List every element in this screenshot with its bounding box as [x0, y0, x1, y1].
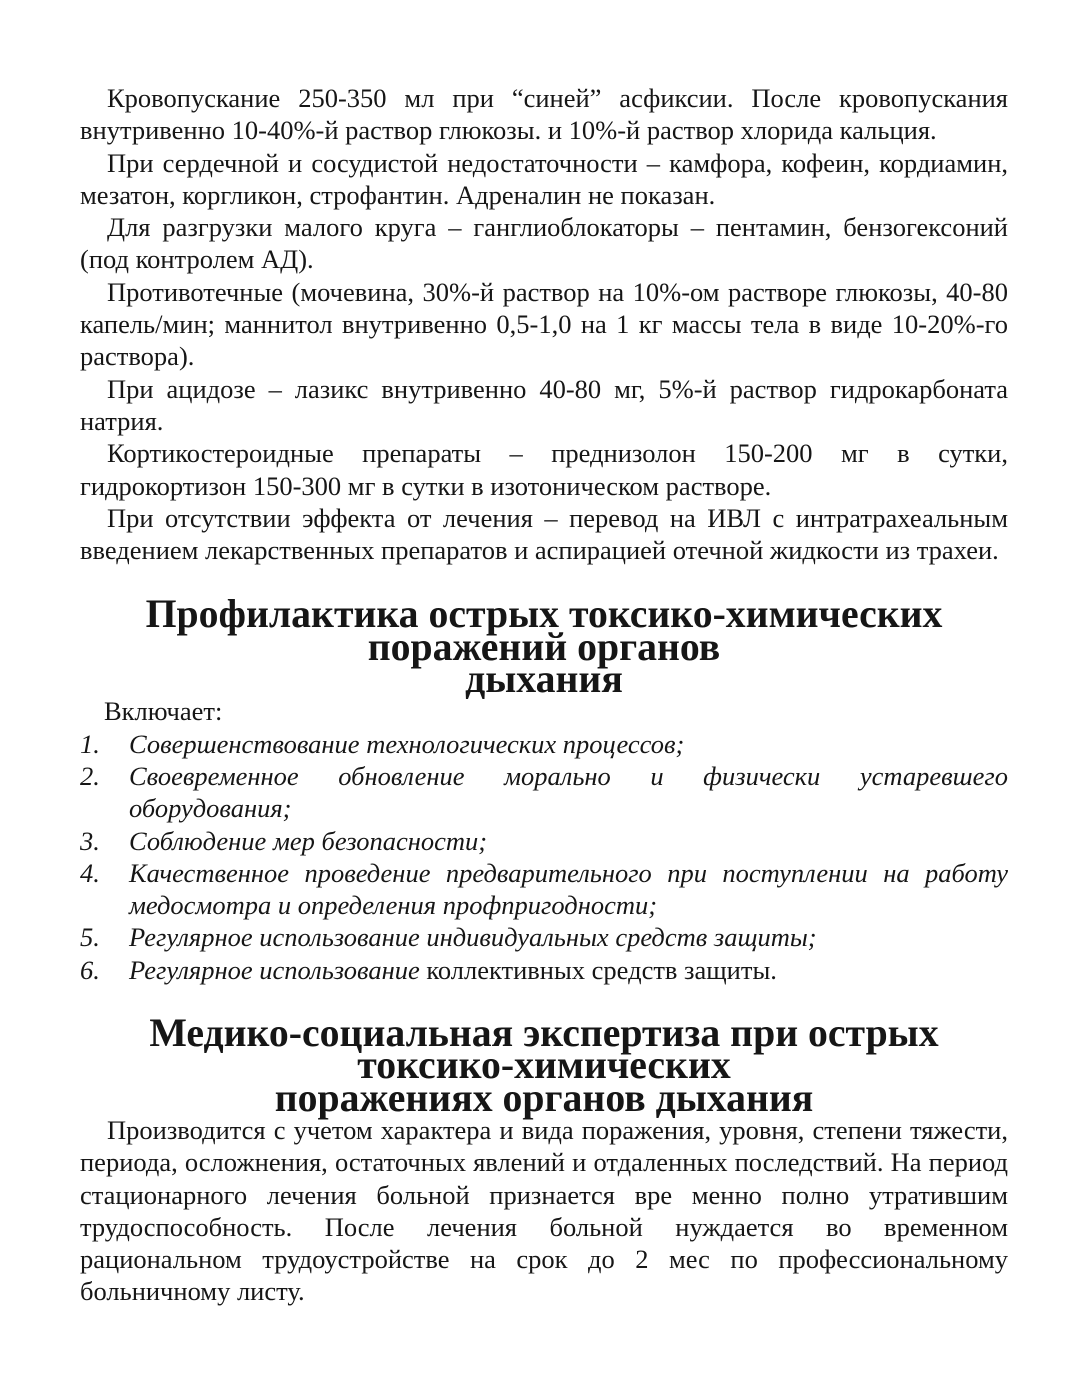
- list-item: [80, 954, 1008, 986]
- treatment-paragraph-corticosteroids: Кортикостероидные препараты – преднизолон 150-200 мг в сутки, гидрокортизон 150-300 мг в сутки в изотоническом растворе.: [80, 438, 1008, 501]
- list-item: [80, 728, 1008, 760]
- list-item-number: 3.: [80, 825, 100, 856]
- expertise-heading-line-1: Медико-социальная экспертиза при острых токсико-химических: [149, 1011, 939, 1088]
- list-item-text: Регулярное использование индивидуальных средств защиты;: [129, 922, 817, 953]
- list-item-text: [129, 954, 1008, 986]
- expertise-heading: [80, 1011, 1008, 1120]
- treatment-paragraph-ventilation: При отсутствии эффекта от лечения – перевод на ИВЛ с интратрахеальным введением лекарственных препаратов и аспирацией отечной жидкости из трахеи.: [80, 502, 1008, 566]
- prevention-heading-line-2: дыхания: [465, 657, 623, 702]
- list-item-normal-part: коллективных средств защиты.: [426, 954, 777, 985]
- prevention-intro: Включает:: [104, 696, 223, 727]
- document-page: [80, 82, 1008, 1308]
- treatment-paragraph-bloodletting: Кровопускание 250-350 мл при “синей” асфиксии. После кровопускания внутривенно 10-40%-й раствор глюкозы. и 10%-й раствор хлорида кальция.: [80, 83, 1008, 146]
- list-item: [80, 857, 1008, 922]
- list-item: [80, 760, 1008, 825]
- treatment-paragraph-cardiac: При сердечной и сосудистой недостаточности – камфора, кофеин, кордиамин, мезатон, коргликон, строфантин. Адреналин не показан.: [80, 147, 1008, 210]
- prevention-list: [80, 728, 1008, 986]
- treatment-paragraph-acidosis: При ацидозе – лазикс внутривенно 40-80 мг, 5%-й раствор гидрокарбоната натрия.: [80, 373, 1008, 436]
- list-item-number: 2.: [80, 760, 100, 791]
- list-item-text: Соблюдение мер безопасности;: [129, 825, 488, 856]
- list-item-text: Совершенствование технологических процессов;: [129, 728, 685, 759]
- list-item-text: Своевременное обновление морально и физически устаревшего оборудования;: [129, 760, 1008, 824]
- list-item-number: 5.: [80, 922, 100, 953]
- list-item-number: 6.: [80, 954, 100, 985]
- list-item-italic-part: Регулярное использование: [129, 954, 420, 985]
- prevention-heading: [80, 592, 1008, 702]
- prevention-heading-line-1: Профилактика острых токсико-химических поражений органов: [145, 592, 943, 669]
- treatment-paragraph-pulmonary-unloading: Для разгрузки малого круга – ганглиоблокаторы – пентамин, бензогексоний (под контролем АД).: [80, 212, 1008, 275]
- list-item-number: 1.: [80, 728, 100, 759]
- list-item-text: Качественное проведение предварительного при поступлении на работу медосмотра и определения профпригодности;: [129, 857, 1008, 921]
- expertise-heading-line-2: поражениях органов дыхания: [274, 1075, 814, 1120]
- treatment-paragraph-anti-edema: Противотечные (мочевина, 30%-й раствор на 10%-ом растворе глюкозы, 40-80 капель/мин; маннитол внутривенно 0,5-1,0 на 1 кг массы тела в виде 10-20%-го раствора).: [80, 276, 1008, 372]
- list-item: [80, 825, 1008, 857]
- list-item-number: 4.: [80, 857, 100, 888]
- list-item: [80, 921, 1008, 953]
- expertise-paragraph: Производится с учетом характера и вида поражения, уровня, степени тяжести, периода, осложнения, остаточных явлений и отдаленных последствий. На период стационарного лечения больной признается вре менно полно утратившим трудоспособность. После лечения больной нуждается во временном рациональном трудоустройстве на срок до 2 мес по профессиональному больничному листу.: [80, 1114, 1008, 1307]
